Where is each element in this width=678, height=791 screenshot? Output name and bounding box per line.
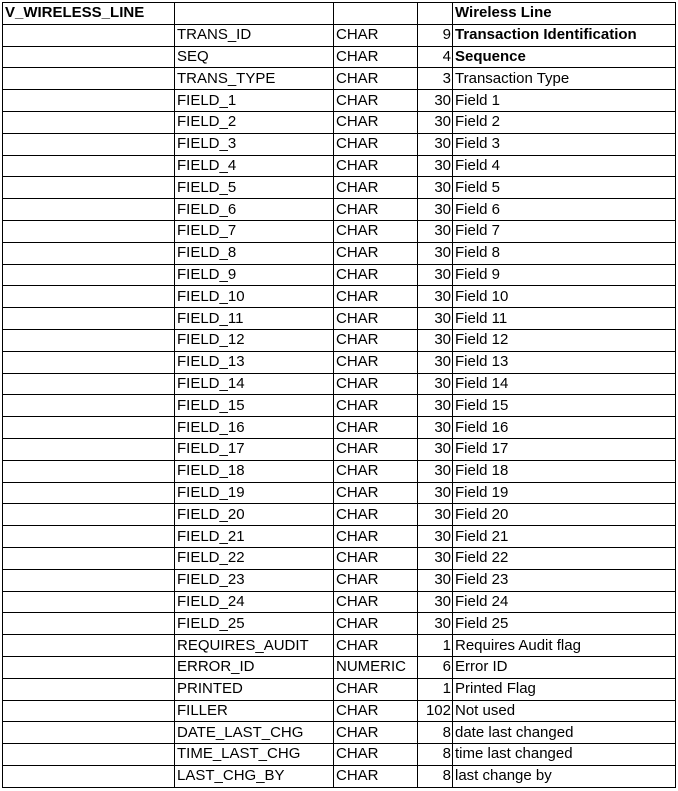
field-length-cell: 30 (418, 395, 453, 417)
field-name-cell: LAST_CHG_BY (175, 765, 334, 787)
table-row (3, 155, 676, 177)
field-name-cell: REQUIRES_AUDIT (175, 635, 334, 657)
field-type-cell: CHAR (334, 264, 418, 286)
field-name-cell: FIELD_15 (175, 395, 334, 417)
field-length-cell: 30 (418, 264, 453, 286)
table-row (3, 482, 676, 504)
row-indent-cell (3, 242, 175, 264)
field-type-cell: CHAR (334, 90, 418, 112)
field-type-cell: CHAR (334, 155, 418, 177)
row-indent-cell (3, 155, 175, 177)
field-length-cell: 1 (418, 635, 453, 657)
row-indent-cell (3, 417, 175, 439)
row-indent-cell (3, 526, 175, 548)
field-description-cell: Field 7 (453, 220, 676, 242)
field-type-cell: CHAR (334, 700, 418, 722)
field-length-cell: 30 (418, 526, 453, 548)
field-description-cell: Field 9 (453, 264, 676, 286)
table-row (3, 635, 676, 657)
field-name-cell: FIELD_21 (175, 526, 334, 548)
field-description-cell: Field 5 (453, 177, 676, 199)
field-type-cell: CHAR (334, 613, 418, 635)
field-description-cell: Not used (453, 700, 676, 722)
field-description-cell: Field 13 (453, 351, 676, 373)
field-name-cell: FILLER (175, 700, 334, 722)
table-row (3, 242, 676, 264)
table-row (3, 24, 676, 46)
field-name-cell: TIME_LAST_CHG (175, 744, 334, 766)
row-indent-cell (3, 220, 175, 242)
field-length-cell: 30 (418, 329, 453, 351)
field-description-cell: Transaction Type (453, 68, 676, 90)
field-name-cell: FIELD_14 (175, 373, 334, 395)
row-indent-cell (3, 264, 175, 286)
field-name-cell: FIELD_18 (175, 460, 334, 482)
field-name-cell: TRANS_ID (175, 24, 334, 46)
row-indent-cell (3, 308, 175, 330)
field-type-cell: CHAR (334, 329, 418, 351)
field-name-cell: FIELD_19 (175, 482, 334, 504)
table-header-row (3, 3, 676, 25)
row-indent-cell (3, 329, 175, 351)
field-description-cell: Transaction Identification (453, 24, 676, 46)
field-description-cell: Field 15 (453, 395, 676, 417)
field-type-cell: NUMERIC (334, 656, 418, 678)
field-type-cell: CHAR (334, 177, 418, 199)
field-description-cell: Field 8 (453, 242, 676, 264)
field-name-cell: ERROR_ID (175, 656, 334, 678)
field-type-cell: CHAR (334, 438, 418, 460)
field-description-cell: Field 21 (453, 526, 676, 548)
row-indent-cell (3, 199, 175, 221)
field-type-cell: CHAR (334, 199, 418, 221)
field-description-cell: Field 2 (453, 111, 676, 133)
table-title-description: Wireless Line (453, 3, 676, 25)
field-length-cell: 30 (418, 351, 453, 373)
field-name-cell: FIELD_1 (175, 90, 334, 112)
field-length-cell: 30 (418, 504, 453, 526)
field-type-cell: CHAR (334, 547, 418, 569)
field-type-cell: CHAR (334, 744, 418, 766)
field-type-cell: CHAR (334, 220, 418, 242)
table-row (3, 286, 676, 308)
row-indent-cell (3, 90, 175, 112)
field-description-cell: Field 25 (453, 613, 676, 635)
field-description-cell: Field 6 (453, 199, 676, 221)
table-row (3, 722, 676, 744)
record-layout-body (3, 3, 676, 788)
field-type-cell: CHAR (334, 308, 418, 330)
field-description-cell: date last changed (453, 722, 676, 744)
field-type-cell: CHAR (334, 351, 418, 373)
empty-cell (175, 3, 334, 25)
field-name-cell: FIELD_10 (175, 286, 334, 308)
field-description-cell: Field 1 (453, 90, 676, 112)
field-type-cell: CHAR (334, 591, 418, 613)
field-length-cell: 3 (418, 68, 453, 90)
field-type-cell: CHAR (334, 395, 418, 417)
field-name-cell: FIELD_13 (175, 351, 334, 373)
field-length-cell: 30 (418, 177, 453, 199)
field-description-cell: Field 23 (453, 569, 676, 591)
field-name-cell: FIELD_24 (175, 591, 334, 613)
table-row (3, 329, 676, 351)
table-title: V_WIRELESS_LINE (3, 3, 175, 25)
field-length-cell: 30 (418, 242, 453, 264)
table-row (3, 68, 676, 90)
field-length-cell: 9 (418, 24, 453, 46)
row-indent-cell (3, 111, 175, 133)
field-length-cell: 30 (418, 308, 453, 330)
field-type-cell: CHAR (334, 504, 418, 526)
row-indent-cell (3, 765, 175, 787)
row-indent-cell (3, 635, 175, 657)
field-length-cell: 30 (418, 90, 453, 112)
field-length-cell: 30 (418, 613, 453, 635)
field-name-cell: TRANS_TYPE (175, 68, 334, 90)
field-length-cell: 30 (418, 438, 453, 460)
field-name-cell: FIELD_3 (175, 133, 334, 155)
table-row (3, 177, 676, 199)
field-description-cell: Field 19 (453, 482, 676, 504)
field-type-cell: CHAR (334, 133, 418, 155)
field-name-cell: FIELD_7 (175, 220, 334, 242)
field-type-cell: CHAR (334, 24, 418, 46)
field-description-cell: time last changed (453, 744, 676, 766)
field-description-cell: Field 20 (453, 504, 676, 526)
field-length-cell: 1 (418, 678, 453, 700)
row-indent-cell (3, 547, 175, 569)
table-row (3, 438, 676, 460)
table-row (3, 656, 676, 678)
field-description-cell: Field 11 (453, 308, 676, 330)
field-type-cell: CHAR (334, 765, 418, 787)
field-name-cell: PRINTED (175, 678, 334, 700)
table-row (3, 700, 676, 722)
field-length-cell: 30 (418, 591, 453, 613)
field-length-cell: 6 (418, 656, 453, 678)
table-row (3, 744, 676, 766)
table-row (3, 373, 676, 395)
row-indent-cell (3, 613, 175, 635)
field-description-cell: Sequence (453, 46, 676, 68)
row-indent-cell (3, 460, 175, 482)
field-name-cell: FIELD_5 (175, 177, 334, 199)
field-name-cell: FIELD_12 (175, 329, 334, 351)
empty-cell (334, 3, 418, 25)
field-type-cell: CHAR (334, 111, 418, 133)
field-description-cell: Field 12 (453, 329, 676, 351)
field-length-cell: 30 (418, 111, 453, 133)
field-description-cell: Field 22 (453, 547, 676, 569)
field-length-cell: 30 (418, 199, 453, 221)
field-type-cell: CHAR (334, 482, 418, 504)
row-indent-cell (3, 722, 175, 744)
field-type-cell: CHAR (334, 417, 418, 439)
field-type-cell: CHAR (334, 678, 418, 700)
field-name-cell: FIELD_16 (175, 417, 334, 439)
table-row (3, 591, 676, 613)
table-row (3, 220, 676, 242)
table-row (3, 308, 676, 330)
field-description-cell: Field 3 (453, 133, 676, 155)
field-description-cell: Field 14 (453, 373, 676, 395)
row-indent-cell (3, 438, 175, 460)
table-row (3, 133, 676, 155)
field-name-cell: FIELD_23 (175, 569, 334, 591)
table-row (3, 395, 676, 417)
field-length-cell: 30 (418, 133, 453, 155)
field-name-cell: FIELD_2 (175, 111, 334, 133)
table-row (3, 678, 676, 700)
field-description-cell: Field 18 (453, 460, 676, 482)
row-indent-cell (3, 744, 175, 766)
table-row (3, 569, 676, 591)
field-name-cell: FIELD_20 (175, 504, 334, 526)
field-type-cell: CHAR (334, 373, 418, 395)
empty-cell (418, 3, 453, 25)
field-length-cell: 8 (418, 722, 453, 744)
field-description-cell: Printed Flag (453, 678, 676, 700)
field-name-cell: DATE_LAST_CHG (175, 722, 334, 744)
field-length-cell: 102 (418, 700, 453, 722)
field-description-cell: Field 16 (453, 417, 676, 439)
field-length-cell: 30 (418, 547, 453, 569)
field-type-cell: CHAR (334, 46, 418, 68)
row-indent-cell (3, 504, 175, 526)
field-description-cell: Requires Audit flag (453, 635, 676, 657)
field-name-cell: FIELD_17 (175, 438, 334, 460)
row-indent-cell (3, 373, 175, 395)
field-description-cell: Field 10 (453, 286, 676, 308)
field-name-cell: FIELD_11 (175, 308, 334, 330)
field-length-cell: 8 (418, 744, 453, 766)
row-indent-cell (3, 569, 175, 591)
field-type-cell: CHAR (334, 460, 418, 482)
field-type-cell: CHAR (334, 68, 418, 90)
field-length-cell: 30 (418, 569, 453, 591)
field-name-cell: FIELD_25 (175, 613, 334, 635)
field-length-cell: 30 (418, 482, 453, 504)
field-length-cell: 30 (418, 417, 453, 439)
table-row (3, 351, 676, 373)
row-indent-cell (3, 482, 175, 504)
field-length-cell: 8 (418, 765, 453, 787)
table-row (3, 90, 676, 112)
field-description-cell: Field 17 (453, 438, 676, 460)
field-description-cell: last change by (453, 765, 676, 787)
field-name-cell: FIELD_22 (175, 547, 334, 569)
row-indent-cell (3, 678, 175, 700)
table-row (3, 46, 676, 68)
field-length-cell: 30 (418, 460, 453, 482)
field-length-cell: 30 (418, 220, 453, 242)
field-type-cell: CHAR (334, 526, 418, 548)
field-type-cell: CHAR (334, 635, 418, 657)
field-name-cell: FIELD_6 (175, 199, 334, 221)
field-type-cell: CHAR (334, 569, 418, 591)
row-indent-cell (3, 700, 175, 722)
table-row (3, 111, 676, 133)
row-indent-cell (3, 68, 175, 90)
field-type-cell: CHAR (334, 286, 418, 308)
table-row (3, 264, 676, 286)
field-name-cell: FIELD_9 (175, 264, 334, 286)
table-row (3, 460, 676, 482)
field-length-cell: 30 (418, 155, 453, 177)
table-row (3, 526, 676, 548)
table-row (3, 613, 676, 635)
field-name-cell: FIELD_4 (175, 155, 334, 177)
field-type-cell: CHAR (334, 722, 418, 744)
record-layout-table (2, 2, 676, 788)
field-type-cell: CHAR (334, 242, 418, 264)
field-length-cell: 30 (418, 373, 453, 395)
table-row (3, 199, 676, 221)
row-indent-cell (3, 395, 175, 417)
field-length-cell: 4 (418, 46, 453, 68)
table-row (3, 547, 676, 569)
field-name-cell: FIELD_8 (175, 242, 334, 264)
table-row (3, 765, 676, 787)
row-indent-cell (3, 591, 175, 613)
row-indent-cell (3, 656, 175, 678)
field-description-cell: Field 4 (453, 155, 676, 177)
table-row (3, 417, 676, 439)
table-row (3, 504, 676, 526)
row-indent-cell (3, 286, 175, 308)
field-description-cell: Field 24 (453, 591, 676, 613)
field-description-cell: Error ID (453, 656, 676, 678)
field-name-cell: SEQ (175, 46, 334, 68)
field-length-cell: 30 (418, 286, 453, 308)
row-indent-cell (3, 177, 175, 199)
row-indent-cell (3, 24, 175, 46)
row-indent-cell (3, 46, 175, 68)
row-indent-cell (3, 133, 175, 155)
row-indent-cell (3, 351, 175, 373)
